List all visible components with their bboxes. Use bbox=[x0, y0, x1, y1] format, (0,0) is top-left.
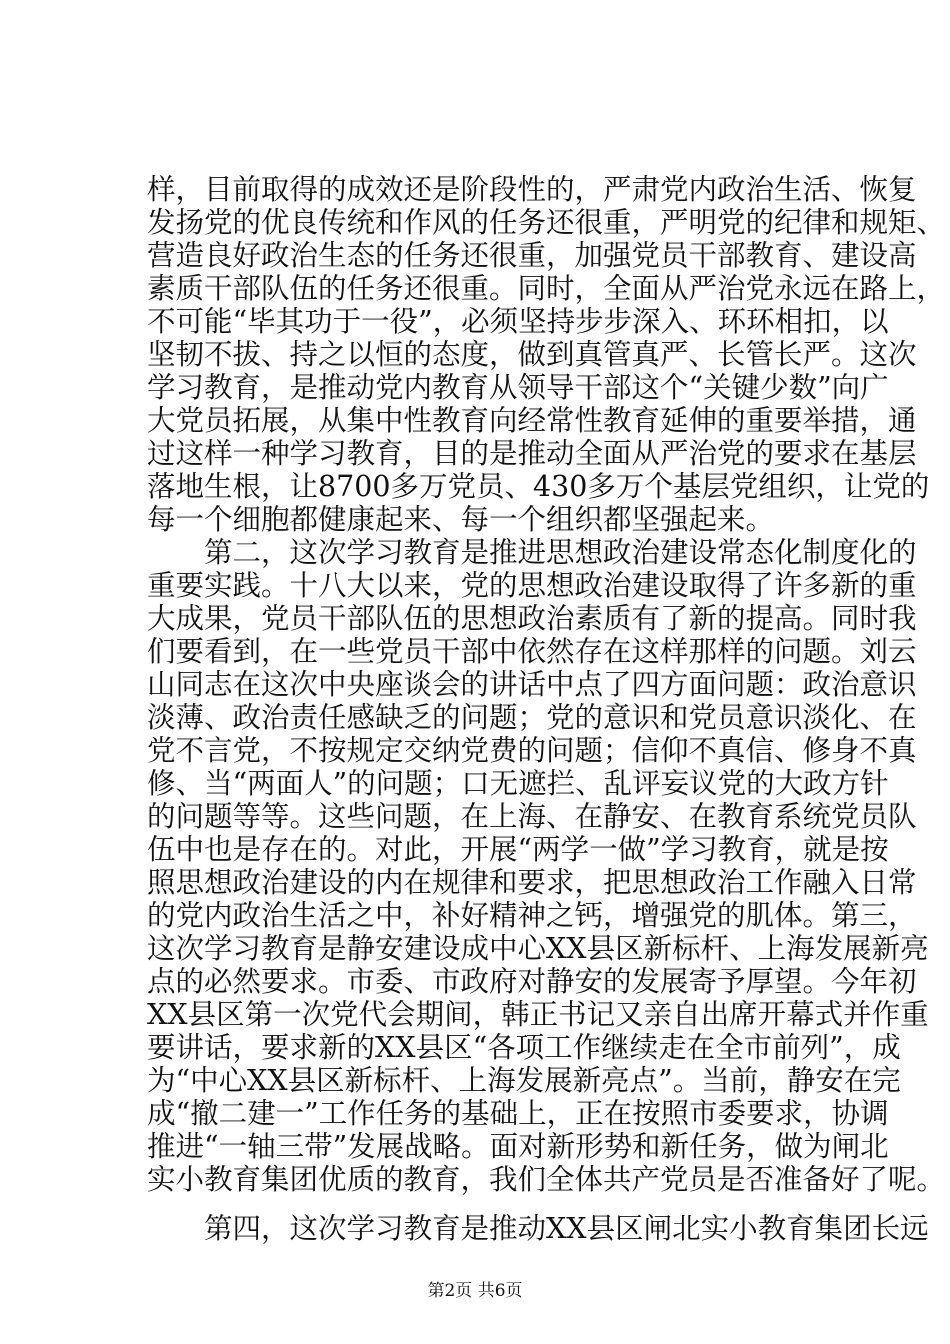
text-line-27: 要讲话，要求新的XX县区“各项工作继续走在全市前列”，成 bbox=[147, 1031, 901, 1064]
text-line-7: 学习教育，是推动党内教育从领导干部这个“关键少数”向广 bbox=[147, 371, 889, 404]
text-line-2: 发扬党的优良传统和作风的任务还很重，严明党的纪律和规矩、 bbox=[147, 206, 946, 239]
text-line-30: 推进“一轴三带”发展战略。面对新形势和新任务，做为闸北 bbox=[147, 1130, 889, 1163]
text-line-6: 坚韧不拔、持之以恒的态度，做到真管真严、长管长严。这次 bbox=[147, 338, 917, 371]
text-line-4: 素质干部队伍的任务还很重。同时，全面从严治党永远在路上， bbox=[147, 272, 946, 305]
text-line-14: 大成果，党员干部队伍的思想政治素质有了新的提高。同时我 bbox=[147, 602, 917, 635]
text-line-3: 营造良好政治生态的任务还很重，加强党员干部教育、建设高 bbox=[147, 239, 917, 272]
text-line-20: 的问题等等。这些问题，在上海、在静安、在教育系统党员队 bbox=[147, 800, 917, 833]
text-line-15: 们要看到，在一些党员干部中依然存在这样那样的问题。刘云 bbox=[147, 635, 917, 668]
text-line-11: 每一个细胞都健康起来、每一个组织都坚强起来。 bbox=[147, 503, 775, 536]
text-line-26: XX县区第一次党代会期间，韩正书记又亲自出席开幕式并作重 bbox=[147, 998, 929, 1031]
text-line-24: 这次学习教育是静安建设成中心XX县区新标杆、上海发展新亮 bbox=[147, 932, 929, 965]
text-line-31: 实小教育集团优质的教育，我们全体共产党员是否准备好了呢。 bbox=[147, 1163, 946, 1196]
text-line-9: 过这样一种学习教育，目的是推动全面从严治党的要求在基层 bbox=[147, 437, 917, 470]
text-line-13: 重要实践。十八大以来，党的思想政治建设取得了许多新的重 bbox=[147, 569, 917, 602]
text-line-22: 照思想政治建设的内在规律和要求，把思想政治工作融入日常 bbox=[147, 866, 917, 899]
text-line-8: 大党员拓展，从集中性教育向经常性教育延伸的重要举措，通 bbox=[147, 404, 917, 437]
page-number-footer: 第2页 共6页 bbox=[427, 1281, 523, 1301]
text-line-21: 伍中也是存在的。对此，开展“两学一做”学习教育，就是按 bbox=[147, 833, 889, 866]
text-line-18: 党不言党，不按规定交纳党费的问题；信仰不真信、修身不真 bbox=[147, 734, 917, 767]
text-line-5: 不可能“毕其功于一役”，必须坚持步步深入、环环相扣，以 bbox=[147, 305, 889, 338]
text-line-10: 落地生根，让8700多万党员、430多万个基层党组织，让党的 bbox=[147, 470, 930, 503]
text-line-17: 淡薄、政治责任感缺乏的问题；党的意识和党员意识淡化、在 bbox=[147, 701, 917, 734]
text-line-28: 为“中心XX县区新标杆、上海发展新亮点”。当前，静安在完 bbox=[147, 1064, 901, 1097]
text-line-19: 修、当“两面人”的问题；口无遮拦、乱评妄议党的大政方针 bbox=[147, 767, 889, 800]
text-line-29: 成“撤二建一”工作任务的基础上，正在按照市委要求，协调 bbox=[147, 1097, 889, 1130]
text-line-12: 第二，这次学习教育是推进思想政治建设常态化制度化的 bbox=[147, 536, 917, 569]
text-line-23: 的党内政治生活之中，补好精神之钙，增强党的肌体。第三， bbox=[147, 899, 917, 932]
text-line-16: 山同志在这次中央座谈会的讲话中点了四方面问题：政治意识 bbox=[147, 668, 917, 701]
text-line-32: 第四，这次学习教育是推动XX县区闸北实小教育集团长远 bbox=[147, 1212, 929, 1245]
text-line-1: 样，目前取得的成效还是阶段性的，严肃党内政治生活、恢复 bbox=[147, 173, 917, 206]
text-line-25: 点的必然要求。市委、市政府对静安的发展寄予厚望。今年初 bbox=[147, 965, 917, 998]
